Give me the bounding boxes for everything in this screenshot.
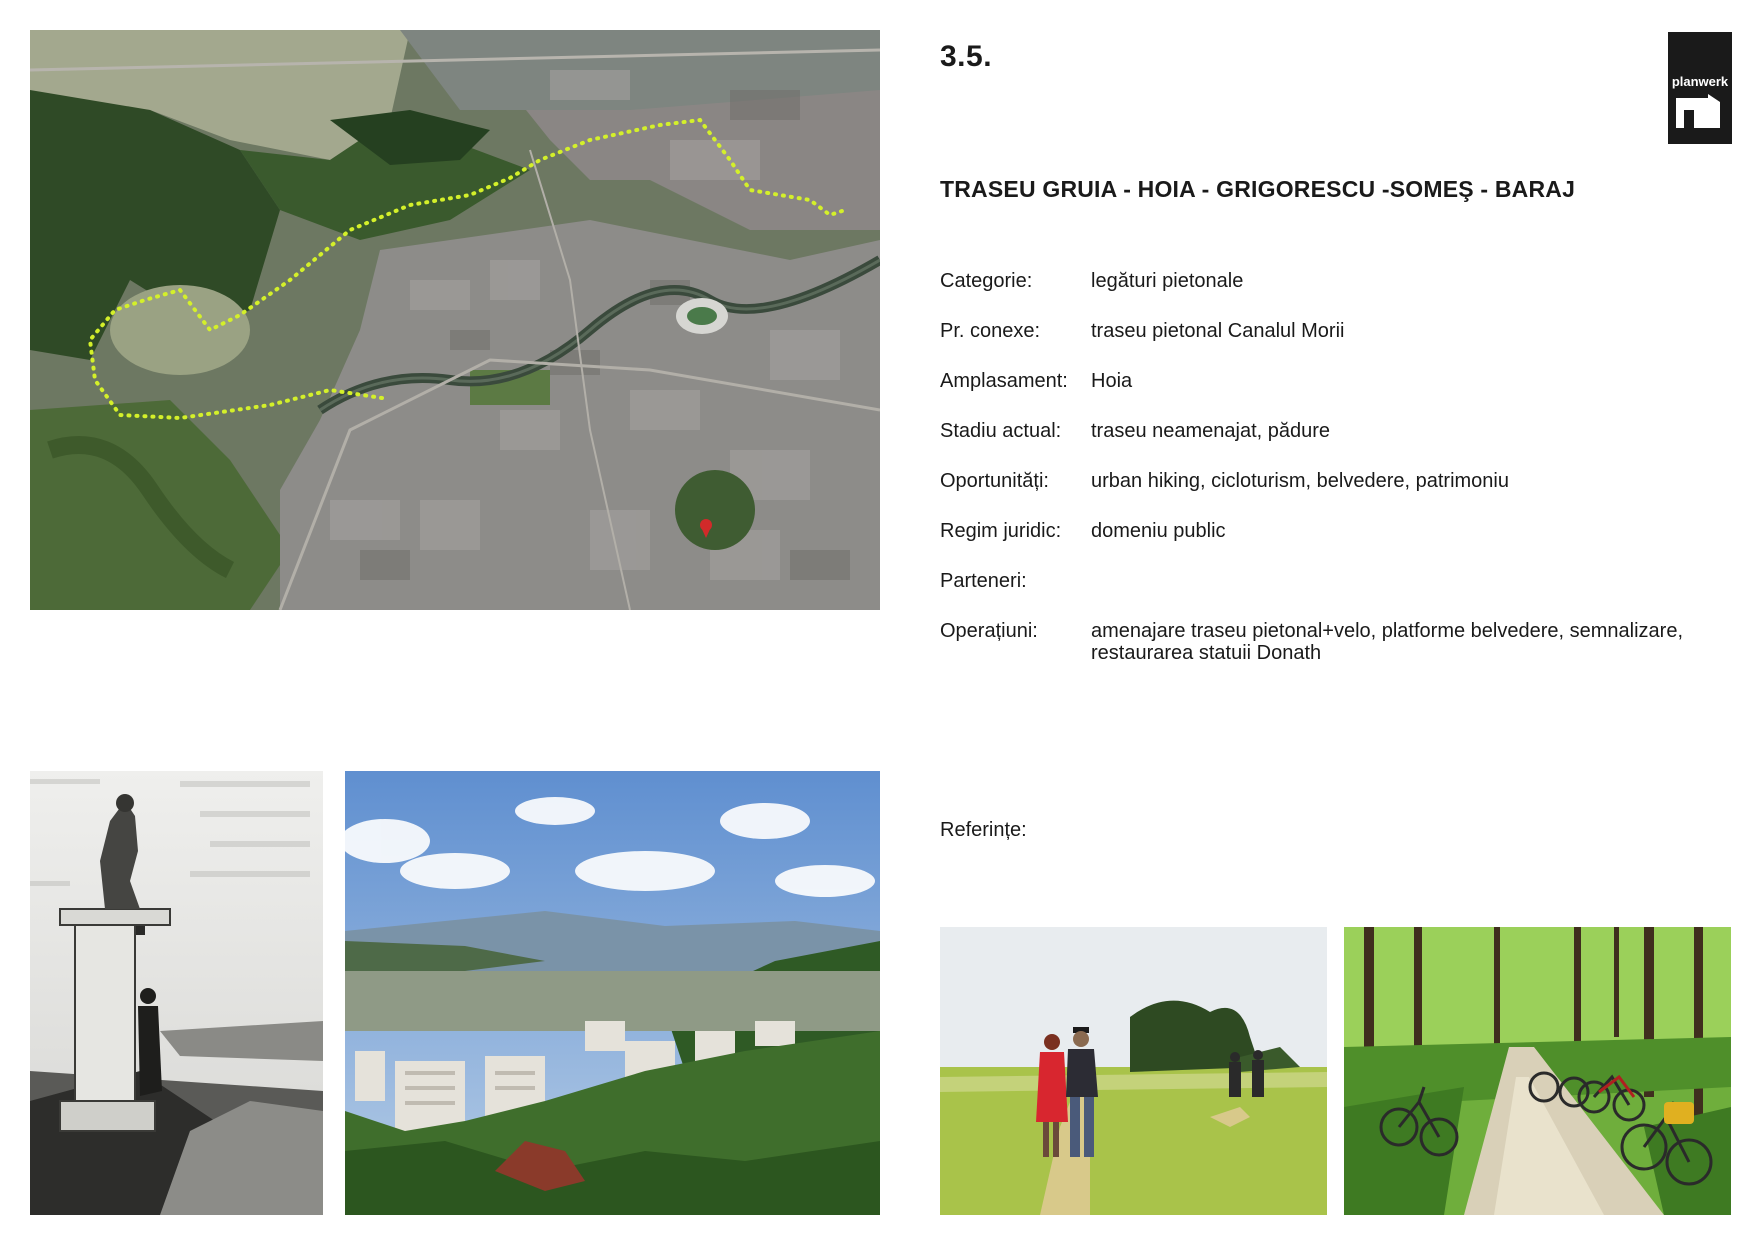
info-row-oportunitati <box>940 470 1720 520</box>
project-info-table <box>940 270 1720 670</box>
info-label: Operațiuni: <box>940 620 1038 642</box>
info-value: urban hiking, cicloturism, belvedere, patrimoniu <box>1091 470 1509 492</box>
city-panorama-photo <box>345 771 880 1215</box>
info-value: traseu neamenajat, pădure <box>1091 420 1331 442</box>
aerial-map <box>30 30 880 610</box>
info-value: Hoia <box>1091 370 1133 392</box>
planwerk-logo-icon <box>1676 94 1724 128</box>
info-label: Categorie: <box>940 270 1033 292</box>
info-label: Pr. conexe: <box>940 320 1041 342</box>
references-label: Referințe: <box>940 819 1027 841</box>
section-number: 3.5. <box>940 40 993 73</box>
info-label: Stadiu actual: <box>940 420 1062 442</box>
info-label: Parteneri: <box>940 570 1027 592</box>
info-label: Amplasament: <box>940 370 1068 392</box>
info-row-amplasament <box>940 370 1720 420</box>
info-row-categorie <box>940 270 1720 320</box>
logo-text: planwerk <box>1671 74 1729 89</box>
planwerk-logo <box>1668 32 1732 144</box>
info-value: domeniu public <box>1091 520 1226 542</box>
info-row-parteneri <box>940 570 1720 620</box>
info-value: amenajare traseu pietonal+velo, platforme belvedere, semnalizare, restaurarea statuii Donath <box>1091 620 1684 664</box>
info-value: legături pietonale <box>1091 270 1244 292</box>
info-label: Oportunități: <box>940 470 1049 492</box>
info-row-operatiuni <box>940 620 1720 670</box>
info-row-regim-juridic <box>940 520 1720 570</box>
info-value: traseu pietonal Canalul Morii <box>1091 320 1345 342</box>
forest-path-bicycles-photo <box>1344 927 1731 1215</box>
people-walking-meadow-photo <box>940 927 1327 1215</box>
info-label: Regim juridic: <box>940 520 1062 542</box>
info-row-pr-conexe <box>940 320 1720 370</box>
page-title: TRASEU GRUIA - HOIA - GRIGORESCU -SOMEŞ - BARAJ <box>940 176 1576 202</box>
historic-statue-photo <box>30 771 323 1215</box>
info-row-stadiu-actual <box>940 420 1720 470</box>
